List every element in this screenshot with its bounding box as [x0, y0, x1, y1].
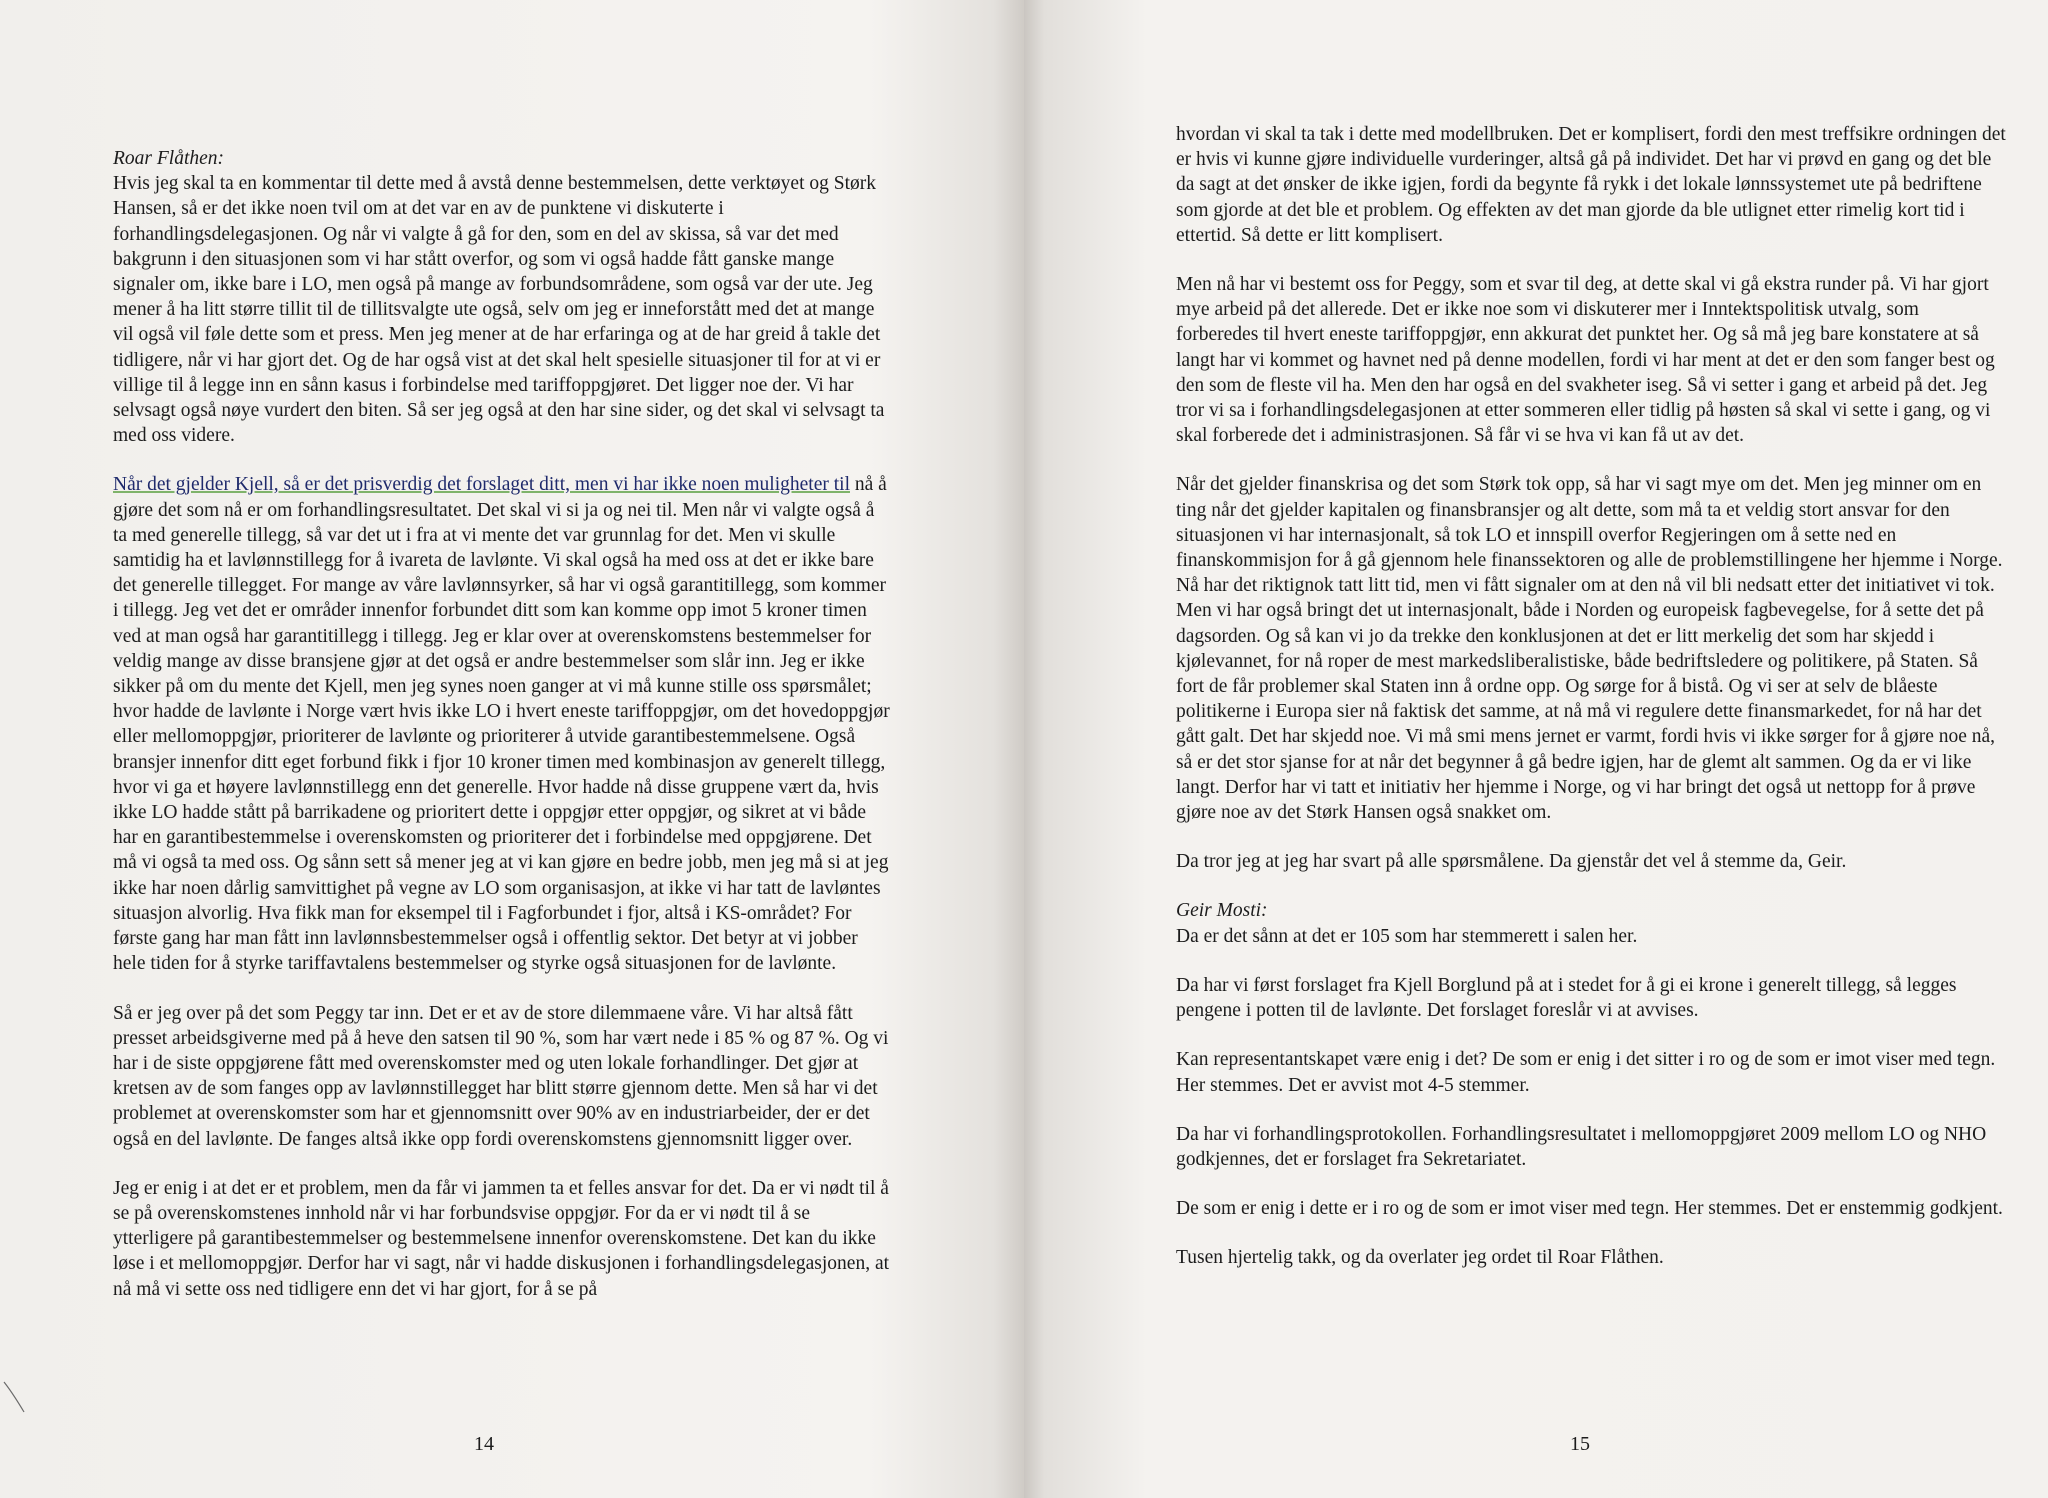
paragraph-text: Jeg er enig i at det er et problem, men da får vi jammen ta et felles ansvar for det. Da er vi nødt til å se på overenskomstenes innhold når vi har forbundsvise oppgjør. For da er vi nødt til å se ytterligere på garantibestemmelser og bestemmelsene innenfor overenskomstene. Det kan du ikke løse i et mellomoppgjør. Derfor har vi sagt, når vi hadde diskusjonen i forhandlingsdelegasjonen, at nå må vi sette oss ned tidligere enn det vi har gjort, for å se på — [113, 1177, 890, 1300]
paragraph — [113, 1176, 893, 1302]
paragraph-text: Da har vi først forslaget fra Kjell Borglund på at i stedet for å gi ei krone i generelt tillegg, så legges pengene i potten til de lavlønte. Det forslaget foreslår vi at avvises. — [1176, 974, 1957, 1022]
paragraph — [1176, 272, 2006, 448]
left-page-body — [113, 146, 893, 1326]
paragraph-text: hvordan vi skal ta tak i dette med modellbruken. Det er komplisert, fordi den mest treffsikre ordningen det er hvis vi kunne gjøre individuelle vurderinger, altså gå på individet. Det har vi prøvd en gang og det ble da sagt at det ønsker de ikke igjen, fordi da begynte få rykk i det lokale lønnssystemet ute på bedriftene som gjorde at det ble et problem. Og effekten av det man gjorde da ble utlignet etter rimelig kort tid i ettertid. Så dette er litt komplisert. — [1176, 124, 2006, 246]
paragraph-text: Hvis jeg skal ta en kommentar til dette med å avstå denne bestemmelsen, dette verktøyet og Størk Hansen, så er det ikke noen tvil om at det var en av de punktene vi diskuterte i forhandlingsdelegasjonen. Og når vi valgte å gå for den, som en del av skissa, så var det med bakgrunn i den situasjonen som vi har stått overfor, og som vi også hadde fått ganske mange signaler om, ikke bare i LO, men også på mange av forbundsområdene, som også var der ute. Jeg mener å ha litt større tillit til de tillitsvalgte ute også, selv om jeg er inneforstått med det at mange vil også vil føle dette som et press. Men jeg mener at de har erfaringa og at de har greid å takle det tidligere, når vi har gjort det. Og de har også vist at det skal helt spesielle situasjoner til for at vi er villige til å legge inn en sånn kasus i forbindelse med tariffoppgjøret. Det ligger noe der. Vi har selvsagt også nøye vurdert den biten. Så ser jeg også at den har sine sider, og det skal vi selvsagt ta med oss videre. — [113, 173, 885, 447]
right-page-body — [1176, 122, 2006, 1295]
paragraph — [1176, 472, 2006, 825]
paragraph — [1176, 1196, 2006, 1221]
pen-mark — [2, 1380, 28, 1414]
paragraph — [113, 1001, 893, 1152]
paragraph — [1176, 849, 2006, 874]
paragraph-text: Da har vi forhandlingsprotokollen. Forhandlingsresultatet i mellomoppgjøret 2009 mellom LO og NHO godkjennes, det er forslaget fra Sekretariatet. — [1176, 1123, 1987, 1170]
paragraph — [1176, 898, 2006, 948]
speaker-name: Geir Mosti: — [1176, 900, 1268, 922]
paragraph-text: De som er enig i dette er i ro og de som er imot viser med tegn. Her stemmes. Det er enstemmig godkjent. — [1176, 1198, 2003, 1220]
paragraph-text: nå å gjøre det som nå er om forhandlingsresultatet. Det skal vi si ja og nei til. Men når vi valgte også å ta med generelle tillegg, så var det ut i fra at vi mente det var grunnlag for det. Men vi skulle samtidig ha et lavlønnstillegg for å ivareta de lavlønte. Vi skal også ha med oss at det er ikke bare det generelle tillegget. For mange av våre lavlønnsyrker, så har vi også garantitillegg, som kommer i tillegg. Jeg vet det er områder innenfor forbundet ditt som kan komme opp imot 5 kroner timen ved at man også har garantitillegg i tillegg. Jeg er klar over at overenskomstens bestemmelser for veldig mange av disse bransjene gjør at det også er andre bestemmelser som slår inn. Jeg er ikke sikker på om du mente det Kjell, men jeg synes noen ganger at vi må kunne stille oss spørsmålet; hvor hadde de lavlønte i Norge vært hvis ikke LO i hvert eneste tariffoppgjør, om det hovedoppgjør eller mellomoppgjør, prioriterer de lavlønte og prioriterer å utvide garantibestemmelsene. Også bransjer innenfor ditt eget forbund fikk i fjor 10 kroner timen med kombinasjon av generelt tillegg, hvor vi ga et høyere lavlønnstillegg enn det generelle. Hvor hadde nå disse gruppene vært da, hvis ikke LO hadde stått på barrikadene og prioritert dette i oppgjør etter oppgjør, og sikret at vi både har en garantibestemmelse i overenskomsten og prioriterer det i forbindelse med oppgjørene. Det må vi også ta med oss. Og sånn sett så mener jeg at vi kan gjøre en bedre jobb, men jeg må si at jeg ikke har noen dårlig samvittighet på vegne av LO som organisasjon, at ikke vi har tatt de lavløntes situasjon alvorlig. Hva fikk man for eksempel til i Fagforbundet i fjor, altså i KS-området? For første gang har man fått inn lavlønnsbestemmelser også i offentlig sektor. Det betyr at vi jobber hele tiden for å styrke tariffavtalens bestemmelser og styrke også situasjonen for de lavlønte. — [113, 474, 890, 975]
paragraph-text: Tusen hjertelig takk, og da overlater jeg ordet til Roar Flåthen. — [1176, 1247, 1664, 1269]
paragraph-text: Når det gjelder finanskrisa og det som Størk tok opp, så har vi sagt mye om det. Men jeg minner om en ting når det gjelder kapitalen og finansbransjer og alt dette, som må ta et veldig stort ansvar for den situasjonen vi har internasjonalt, så tok LO et innspill overfor Regjeringen om å sette ned en finanskommisjon for å gå gjennom hele finanssektoren og alle de problemstillingene her hjemme i Norge. Nå har det riktignok tatt litt tid, men vi fått signaler om at den nå vil bli nedsatt etter det initiativet vi tok. Men vi har også bringt det ut internasjonalt, både i Norden og europeisk fagbevegelse, for å sette det på dagsorden. Og så kan vi jo da trekke den konklusjonen at det er litt merkelig det som har skjedd i kjølevannet, for nå roper de mest markedsliberalistiske, både bedriftsledere og politikere, på Staten. Så fort de får problemer skal Staten inn å ordne opp. Og sørge for å bistå. Og vi ser at selv de blåeste politikerne i Europa sier nå faktisk det samme, at nå må vi regulere dette finansmarkedet, for nå har det gått galt. Det har skjedd noe. Vi må smi mens jernet er varmt, fordi hvis vi ikke sørger for å gjøre noe nå, så er det stor sjanse for at når det begynner å gå bedre igjen, har de glemt alt sammen. Og da er vi like langt. Derfor har vi tatt et initiativ her hjemme i Norge, og vi har bringt det også ut nettopp for å prøve gjøre noe av det Størk Hansen også snakket om. — [1176, 474, 2003, 824]
paragraph — [113, 472, 893, 976]
paragraph — [113, 146, 893, 448]
right-page-number: 15 — [1570, 1433, 1590, 1455]
right-page — [1024, 0, 2048, 1498]
paragraph-text: Da tror jeg at jeg har svart på alle spørsmålene. Da gjenstår det vel å stemme da, Geir. — [1176, 851, 1847, 873]
paragraph — [1176, 1245, 2006, 1270]
paragraph — [1176, 122, 2006, 248]
left-page-number: 14 — [474, 1433, 494, 1455]
paragraph — [1176, 1122, 2006, 1172]
highlighted-text: Når det gjelder Kjell, så er det prisverdig det forslaget ditt, men vi har ikke noen muligheter til — [113, 474, 850, 496]
speaker-name: Roar Flåthen: — [113, 148, 225, 169]
paragraph-text: Da er det sånn at det er 105 som har stemmerett i salen her. — [1176, 925, 1638, 947]
paragraph — [1176, 973, 2006, 1023]
paragraph-text: Så er jeg over på det som Peggy tar inn. Det er et av de store dilemmaene våre. Vi har altså fått presset arbeidsgiverne med på å heve den satsen til 90 %, som har vært nede i 85 % og 87 %. Og vi har i de siste oppgjørene fått med overenskomster med og uten lokale forhandlinger. Det gjør at kretsen av de som fanges opp av lavlønnstillegget har blitt større gjennom dette. Men så har vi det problemet at overenskomster som har et gjennomsnitt over 90% av en industriarbeider, der er det også en del lavlønte. De fanges altså ikke opp fordi overenskomstens gjennomsnitt ligger over. — [113, 1002, 889, 1150]
paragraph-text: Kan representantskapet være enig i det? De som er enig i det sitter i ro og de som er imot viser med tegn. Her stemmes. Det er avvist mot 4-5 stemmer. — [1176, 1049, 1996, 1096]
paragraph — [1176, 1047, 2006, 1097]
paragraph-text: Men nå har vi bestemt oss for Peggy, som et svar til deg, at dette skal vi gå ekstra runder på. Vi har gjort mye arbeid på det allerede. Det er ikke noe som vi diskuterer mer i Inntektspolitisk utvalg, som forberedes til hvert eneste tariffoppgjør, enn akkurat det punktet her. Og så må jeg bare konstatere at så langt har vi kommet og havnet ned på denne modellen, fordi vi har ment at det er den som fanger best og den som de fleste vil ha. Men den har også en del svakheter iseg. Så vi setter i gang et arbeid på det. Jeg tror vi sa i forhandlingsdelegasjonen at etter sommeren eller tidlig på høsten så skal vi sette i gang, og vi skal forberede det i administrasjonen. Så får vi se hva vi kan få ut av det. — [1176, 274, 1995, 447]
